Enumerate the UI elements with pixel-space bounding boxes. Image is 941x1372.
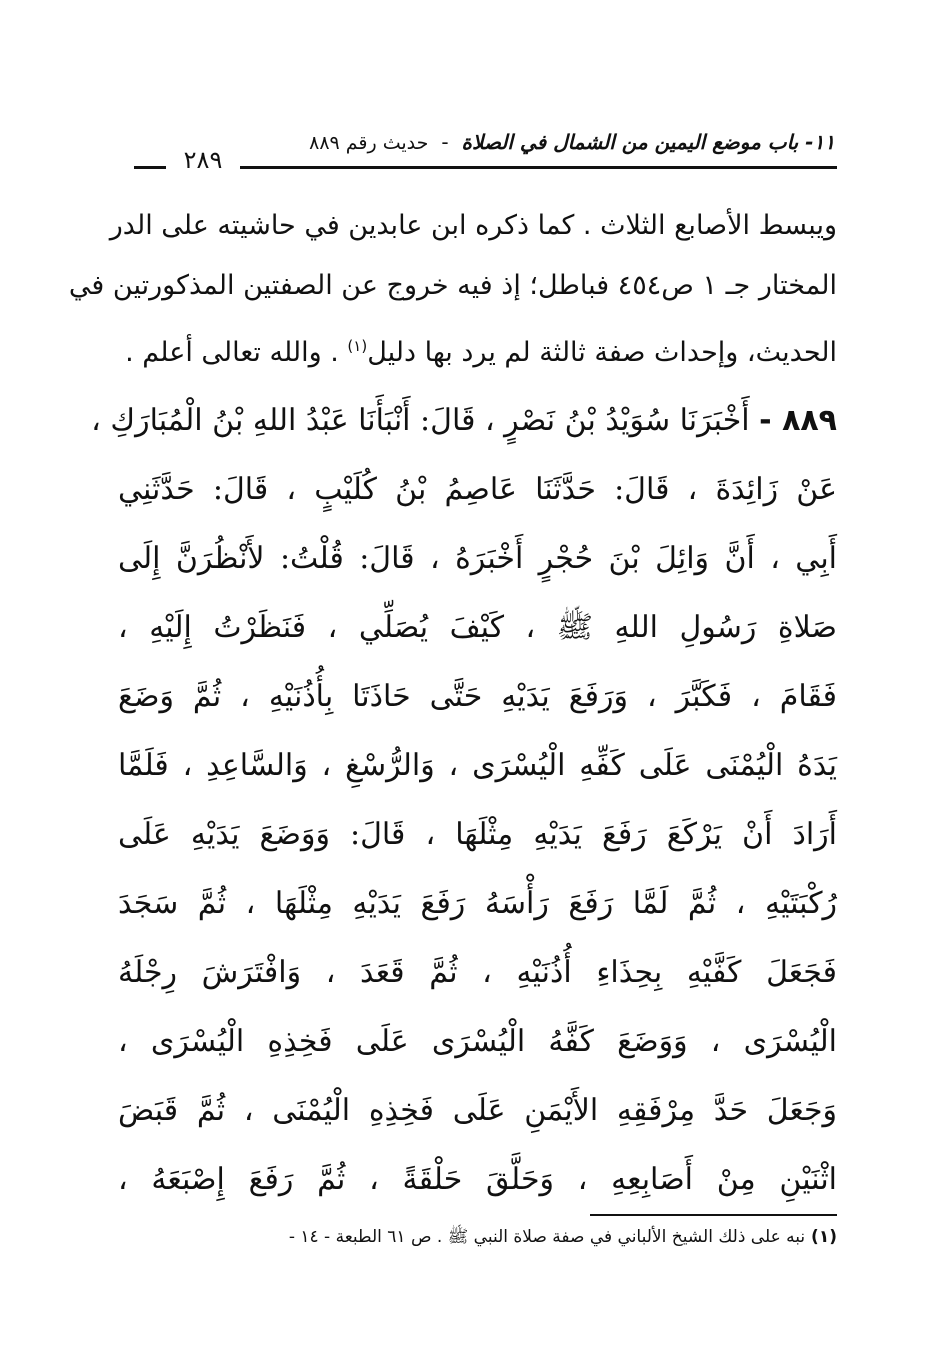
- hadith-reference: حديث رقم ٨٨٩: [309, 132, 429, 154]
- hadith-line: وَجَعَلَ حَدَّ مِرْفَقِهِ الأَيْمَنِ عَلَى فَخِذِهِ الْيُمْنَى ، ثُمَّ قَبَضَ: [118, 1093, 837, 1128]
- hadith-line: اثْنَيْنِ مِنْ أَصَابِعِهِ ، وَحَلَّقَ حَلْقَةً ، ثُمَّ رَفَعَ إِصْبَعَهُ ،: [118, 1162, 837, 1197]
- footnote: [150, 1226, 837, 1251]
- hadith-number: ٨٨٩ -: [759, 403, 837, 438]
- hadith-line: فَقَامَ ، فَكَبَّرَ ، وَرَفَعَ يَدَيْهِ حَتَّى حَاذَتَا بِأُذُنَيْهِ ، ثُمَّ وَضَعَ: [118, 679, 837, 714]
- commentary-paragraph: [68, 196, 837, 383]
- commentary-text: الحديث، وإحداث صفة ثالثة لم يرد بها دليل: [367, 337, 837, 368]
- hadith-line-text: أَخْبَرَنَا سُوَيْدُ بْنُ نَصْرٍ ، قَالَ: أَنْبَأَنَا عَبْدُ اللهِ بْنُ الْمُبَارَكِ ،: [91, 403, 750, 438]
- hadith-line: [91, 386, 837, 455]
- hadith-line: رُكْبَتَيْهِ ، ثُمَّ لَمَّا رَفَعَ رَأْسَهُ رَفَعَ يَدَيْهِ مِثْلَهَا ، ثُمَّ سَجَدَ: [118, 886, 837, 921]
- hadith-line: أَبِي ، أَنَّ وَائِلَ بْنَ حُجْرٍ أَخْبَرَهُ ، قَالَ: قُلْتُ: لأَنْظُرَنَّ إِلَى: [118, 541, 837, 576]
- footnote-marker: (١): [811, 1227, 837, 1247]
- hadith-line: أَرَادَ أَنْ يَرْكَعَ رَفَعَ يَدَيْهِ مِثْلَهَا ، قَالَ: وَوَضَعَ يَدَيْهِ عَلَى: [118, 817, 837, 852]
- page-number-dash: [134, 166, 166, 169]
- chapter-title: ١١- باب موضع اليمين من الشمال في الصلاة: [461, 130, 835, 154]
- commentary-text: . والله تعالى أعلم .: [125, 337, 348, 368]
- hadith-line: فَجَعَلَ كَفَّيْهِ بِحِذَاءِ أُذُنَيْهِ ، ثُمَّ قَعَدَ ، وَافْتَرَشَ رِجْلَهُ: [118, 955, 837, 990]
- hadith-line: الْيُسْرَى ، وَوَضَعَ كَفَّهُ الْيُسْرَى عَلَى فَخِذِهِ الْيُسْرَى ،: [118, 1024, 837, 1059]
- page-number: ٢٨٩: [183, 146, 223, 174]
- footnote-rule: [590, 1214, 837, 1216]
- hadith-text: [91, 386, 837, 1214]
- commentary-line: المختار جـ ١ ص٤٥٤ فباطل؛ إذ فيه خروج عن الصفتين المذكورتين في: [68, 270, 837, 301]
- footnote-reference: (١): [347, 337, 368, 355]
- footnote-text: نبه على ذلك الشيخ الألباني في صفة صلاة النبي ﷺ . ص ٦١ الطبعة - ١٤ -: [288, 1227, 806, 1247]
- hadith-line: صَلاةِ رَسُولِ اللهِ ﷺ ، كَيْفَ يُصَلِّي ، فَنَظَرْتُ إِلَيْهِ ،: [118, 610, 837, 645]
- hadith-line: عَنْ زَائِدَةَ ، قَالَ: حَدَّثَنَا عَاصِمُ بْنُ كُلَيْبٍ ، قَالَ: حَدَّثَنِي: [118, 472, 837, 507]
- hadith-line: يَدَهُ الْيُمْنَى عَلَى كَفِّهِ الْيُسْرَى ، وَالرُّسْغِ ، وَالسَّاعِدِ ، فَلَمَّا: [118, 748, 837, 783]
- header-rule: [240, 166, 837, 169]
- commentary-line: [118, 316, 837, 383]
- header-separator: -: [441, 130, 449, 154]
- commentary-line: ويبسط الأصابع الثلاث . كما ذكره ابن عابدين في حاشيته على الدر: [109, 210, 837, 241]
- running-header: [236, 130, 835, 154]
